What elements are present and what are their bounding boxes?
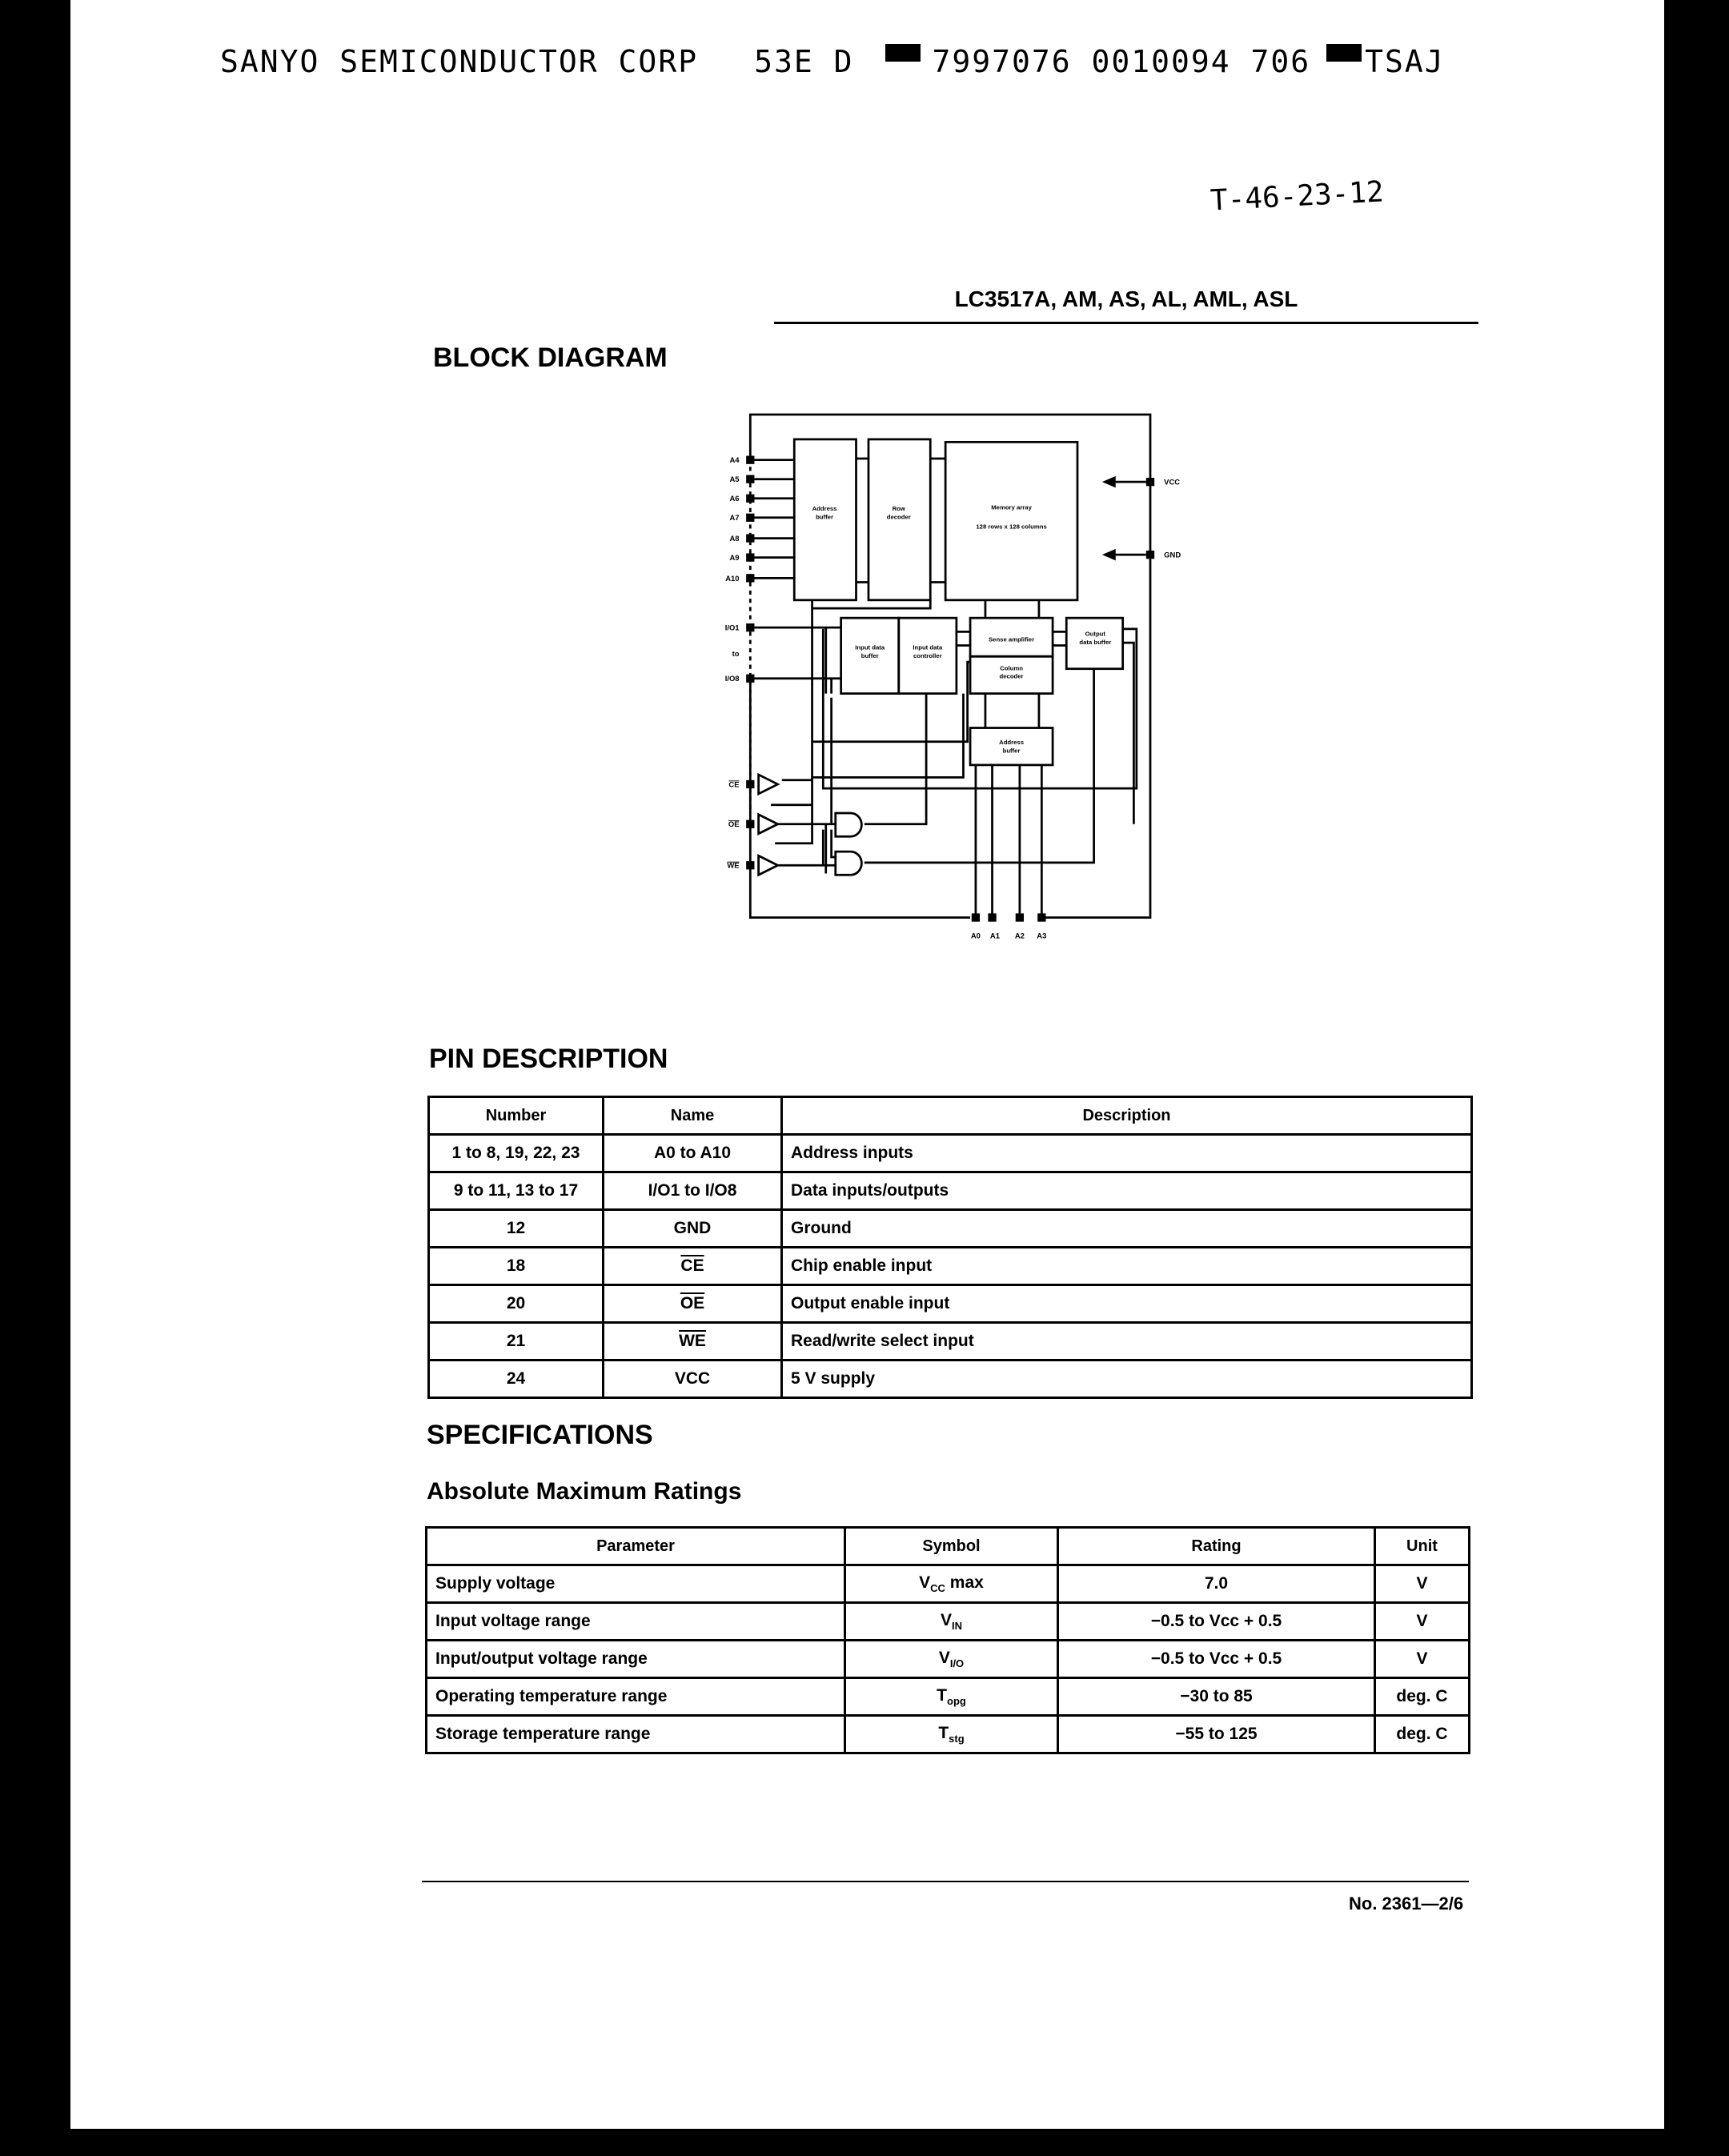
symbol-cell bbox=[845, 1716, 1058, 1753]
unit-cell: V bbox=[1375, 1565, 1470, 1603]
pin-name: VCC bbox=[604, 1361, 782, 1398]
pin-name: $\overline{CE}$ bbox=[604, 1248, 782, 1285]
scan-border-left bbox=[0, 0, 70, 2156]
table-row bbox=[429, 1210, 1472, 1248]
table-header-row bbox=[427, 1528, 1470, 1565]
unit-cell: V bbox=[1375, 1603, 1470, 1641]
block-label: Row bbox=[892, 505, 905, 513]
symbol-subscript: I/O bbox=[949, 1657, 965, 1670]
pin-label-gnd: GND bbox=[1164, 551, 1181, 560]
header-company: SANYO SEMICONDUCTOR CORP bbox=[220, 44, 699, 79]
specifications-heading: SPECIFICATIONS bbox=[427, 1420, 653, 1450]
symbol-base: T bbox=[938, 1723, 949, 1742]
pin-label-a8: A8 bbox=[729, 535, 740, 543]
table-row bbox=[429, 1361, 1472, 1398]
pin-label-vcc: VCC bbox=[1164, 478, 1181, 487]
rating-cell: −30 to 85 bbox=[1058, 1678, 1375, 1716]
symbol-base: V bbox=[940, 1610, 952, 1629]
pin-label-io8: I/O8 bbox=[724, 675, 740, 684]
footer-rule bbox=[422, 1881, 1469, 1882]
we-buffer-icon bbox=[759, 856, 778, 875]
rating-cell: −0.5 to Vcc + 0.5 bbox=[1058, 1641, 1375, 1678]
table-row bbox=[429, 1135, 1472, 1172]
symbol-base: V bbox=[938, 1648, 950, 1667]
pin-label-a10: A10 bbox=[725, 574, 740, 583]
column-header: Unit bbox=[1375, 1528, 1470, 1565]
pin-number: 20 bbox=[429, 1285, 604, 1323]
parameter-cell: Input/output voltage range bbox=[427, 1641, 845, 1678]
parameter-cell: Storage temperature range bbox=[427, 1716, 845, 1753]
pin-label-oe: OE bbox=[728, 820, 740, 830]
unit-cell: deg. C bbox=[1375, 1678, 1470, 1716]
header-suffix: TSAJ bbox=[1365, 44, 1445, 79]
symbol-subscript: IN bbox=[952, 1620, 962, 1633]
pin-label-a6: A6 bbox=[729, 495, 740, 504]
table-row bbox=[429, 1323, 1472, 1361]
pin-description: Output enable input bbox=[782, 1285, 1472, 1323]
pin-number: 12 bbox=[429, 1210, 604, 1248]
rating-cell: −0.5 to Vcc + 0.5 bbox=[1058, 1603, 1375, 1641]
block-label: decoder bbox=[999, 672, 1024, 680]
header-block-mark bbox=[1326, 44, 1362, 62]
block-label: Memory array bbox=[991, 503, 1032, 511]
block-label: data buffer bbox=[1079, 638, 1112, 646]
block-label: buffer bbox=[816, 513, 833, 521]
handwritten-stamp: T-46-23-12 bbox=[1209, 175, 1385, 218]
pin-description: Ground bbox=[782, 1210, 1472, 1248]
rating-cell: −55 to 125 bbox=[1058, 1716, 1375, 1753]
pin-label-io1: I/O1 bbox=[724, 623, 740, 633]
io-wires bbox=[754, 627, 840, 693]
and-gate-icon bbox=[836, 813, 862, 836]
parameter-cell: Operating temperature range bbox=[427, 1678, 845, 1716]
block-diagram bbox=[702, 405, 1190, 949]
parameter-cell: Input voltage range bbox=[427, 1603, 845, 1641]
document-title: LC3517A, AM, AS, AL, AML, ASL bbox=[954, 287, 1298, 311]
pin-description-table bbox=[427, 1096, 1473, 1399]
table-row bbox=[427, 1678, 1470, 1716]
symbol-cell bbox=[845, 1603, 1058, 1641]
document-number: No. 2361—2/6 bbox=[1349, 1894, 1464, 1914]
pin-label-a3: A3 bbox=[1037, 932, 1047, 941]
symbol-base: V bbox=[919, 1573, 931, 1592]
and-gate-icon bbox=[836, 852, 862, 875]
pin-description: Read/write select input bbox=[782, 1323, 1472, 1361]
pin-label-we: WE bbox=[727, 861, 740, 871]
block-label: Output bbox=[1085, 630, 1105, 638]
absolute-max-ratings-table bbox=[425, 1526, 1470, 1754]
pin-number: 21 bbox=[429, 1323, 604, 1361]
pin-label-a2: A2 bbox=[1014, 932, 1025, 941]
absolute-max-ratings-heading: Absolute Maximum Ratings bbox=[427, 1478, 742, 1505]
table-row bbox=[427, 1641, 1470, 1678]
title-rule bbox=[774, 322, 1478, 324]
pin-name: $\overline{OE}$ bbox=[604, 1285, 782, 1323]
pin-label-a5: A5 bbox=[729, 475, 740, 485]
block-label: Sense amplifier bbox=[989, 635, 1035, 643]
pin-name: A0 to A10 bbox=[604, 1135, 782, 1172]
column-header: Rating bbox=[1058, 1528, 1375, 1565]
pin-label-a1: A1 bbox=[989, 932, 1000, 941]
header-block-mark bbox=[885, 44, 921, 62]
symbol-cell bbox=[845, 1565, 1058, 1603]
column-header: Name bbox=[604, 1097, 782, 1135]
pin-name: I/O1 to I/O8 bbox=[604, 1172, 782, 1210]
symbol-base: T bbox=[937, 1685, 947, 1705]
block-label: Address bbox=[999, 739, 1025, 747]
pin-label-a9: A9 bbox=[729, 554, 740, 563]
block-label: controller bbox=[913, 651, 942, 659]
header-barcode: 7997076 0010094 706 bbox=[932, 44, 1311, 79]
block-label: Address bbox=[812, 505, 837, 513]
symbol-cell bbox=[845, 1678, 1058, 1716]
pin-description: 5 V supply bbox=[782, 1361, 1472, 1398]
table-row bbox=[427, 1565, 1470, 1603]
block-label: decoder bbox=[886, 513, 911, 521]
oe-buffer-icon bbox=[759, 815, 778, 834]
pin-label-to: to bbox=[732, 650, 740, 659]
header-code: 53E D bbox=[754, 44, 854, 79]
pin-description: Address inputs bbox=[782, 1135, 1472, 1172]
pin-label-ce: CE bbox=[728, 780, 740, 790]
ce-buffer-icon bbox=[759, 775, 778, 794]
column-header: Symbol bbox=[845, 1528, 1058, 1565]
scan-border-bottom bbox=[0, 2129, 1729, 2156]
pin-label-a4: A4 bbox=[729, 456, 740, 466]
pin-description: Data inputs/outputs bbox=[782, 1172, 1472, 1210]
pin-number: 24 bbox=[429, 1361, 604, 1398]
table-row bbox=[429, 1172, 1472, 1210]
pin-label-a0: A0 bbox=[970, 932, 981, 941]
unit-cell: deg. C bbox=[1375, 1716, 1470, 1753]
column-header: Description bbox=[782, 1097, 1472, 1135]
pin-name: GND bbox=[604, 1210, 782, 1248]
symbol-subscript: opg bbox=[947, 1695, 966, 1708]
table-row bbox=[429, 1285, 1472, 1323]
block-label: Input data bbox=[855, 643, 885, 651]
block-label: buffer bbox=[1002, 747, 1021, 755]
unit-cell: V bbox=[1375, 1641, 1470, 1678]
block-label: Input data bbox=[913, 643, 943, 651]
memory-array-block bbox=[945, 442, 1077, 599]
rating-cell: 7.0 bbox=[1058, 1565, 1375, 1603]
block-label: Column bbox=[1000, 664, 1023, 672]
fax-header bbox=[220, 44, 1445, 79]
symbol-suffix: max bbox=[945, 1573, 984, 1592]
block-diagram-heading: BLOCK DIAGRAM bbox=[433, 343, 668, 373]
table-header-row bbox=[429, 1097, 1472, 1135]
pin-description: Chip enable input bbox=[782, 1248, 1472, 1285]
pin-number: 9 to 11, 13 to 17 bbox=[429, 1172, 604, 1210]
table-row bbox=[429, 1248, 1472, 1285]
pin-name: $\overline{WE}$ bbox=[604, 1323, 782, 1361]
symbol-cell bbox=[845, 1641, 1058, 1678]
table-row bbox=[427, 1716, 1470, 1753]
address-pin-wires bbox=[754, 460, 794, 579]
block-label: buffer bbox=[860, 651, 879, 659]
parameter-cell: Supply voltage bbox=[427, 1565, 845, 1603]
symbol-subscript: CC bbox=[930, 1582, 945, 1595]
pin-number: 18 bbox=[429, 1248, 604, 1285]
pin-description-heading: PIN DESCRIPTION bbox=[429, 1044, 668, 1074]
pin-number: 1 to 8, 19, 22, 23 bbox=[429, 1135, 604, 1172]
block-label: 128 rows x 128 columns bbox=[976, 523, 1047, 531]
pin-label-a7: A7 bbox=[729, 514, 740, 523]
column-header: Number bbox=[429, 1097, 604, 1135]
scan-border-right bbox=[1664, 0, 1729, 2156]
table-row bbox=[427, 1603, 1470, 1641]
frame-wire bbox=[750, 415, 1150, 917]
column-header: Parameter bbox=[427, 1528, 845, 1565]
symbol-subscript: stg bbox=[949, 1733, 965, 1745]
